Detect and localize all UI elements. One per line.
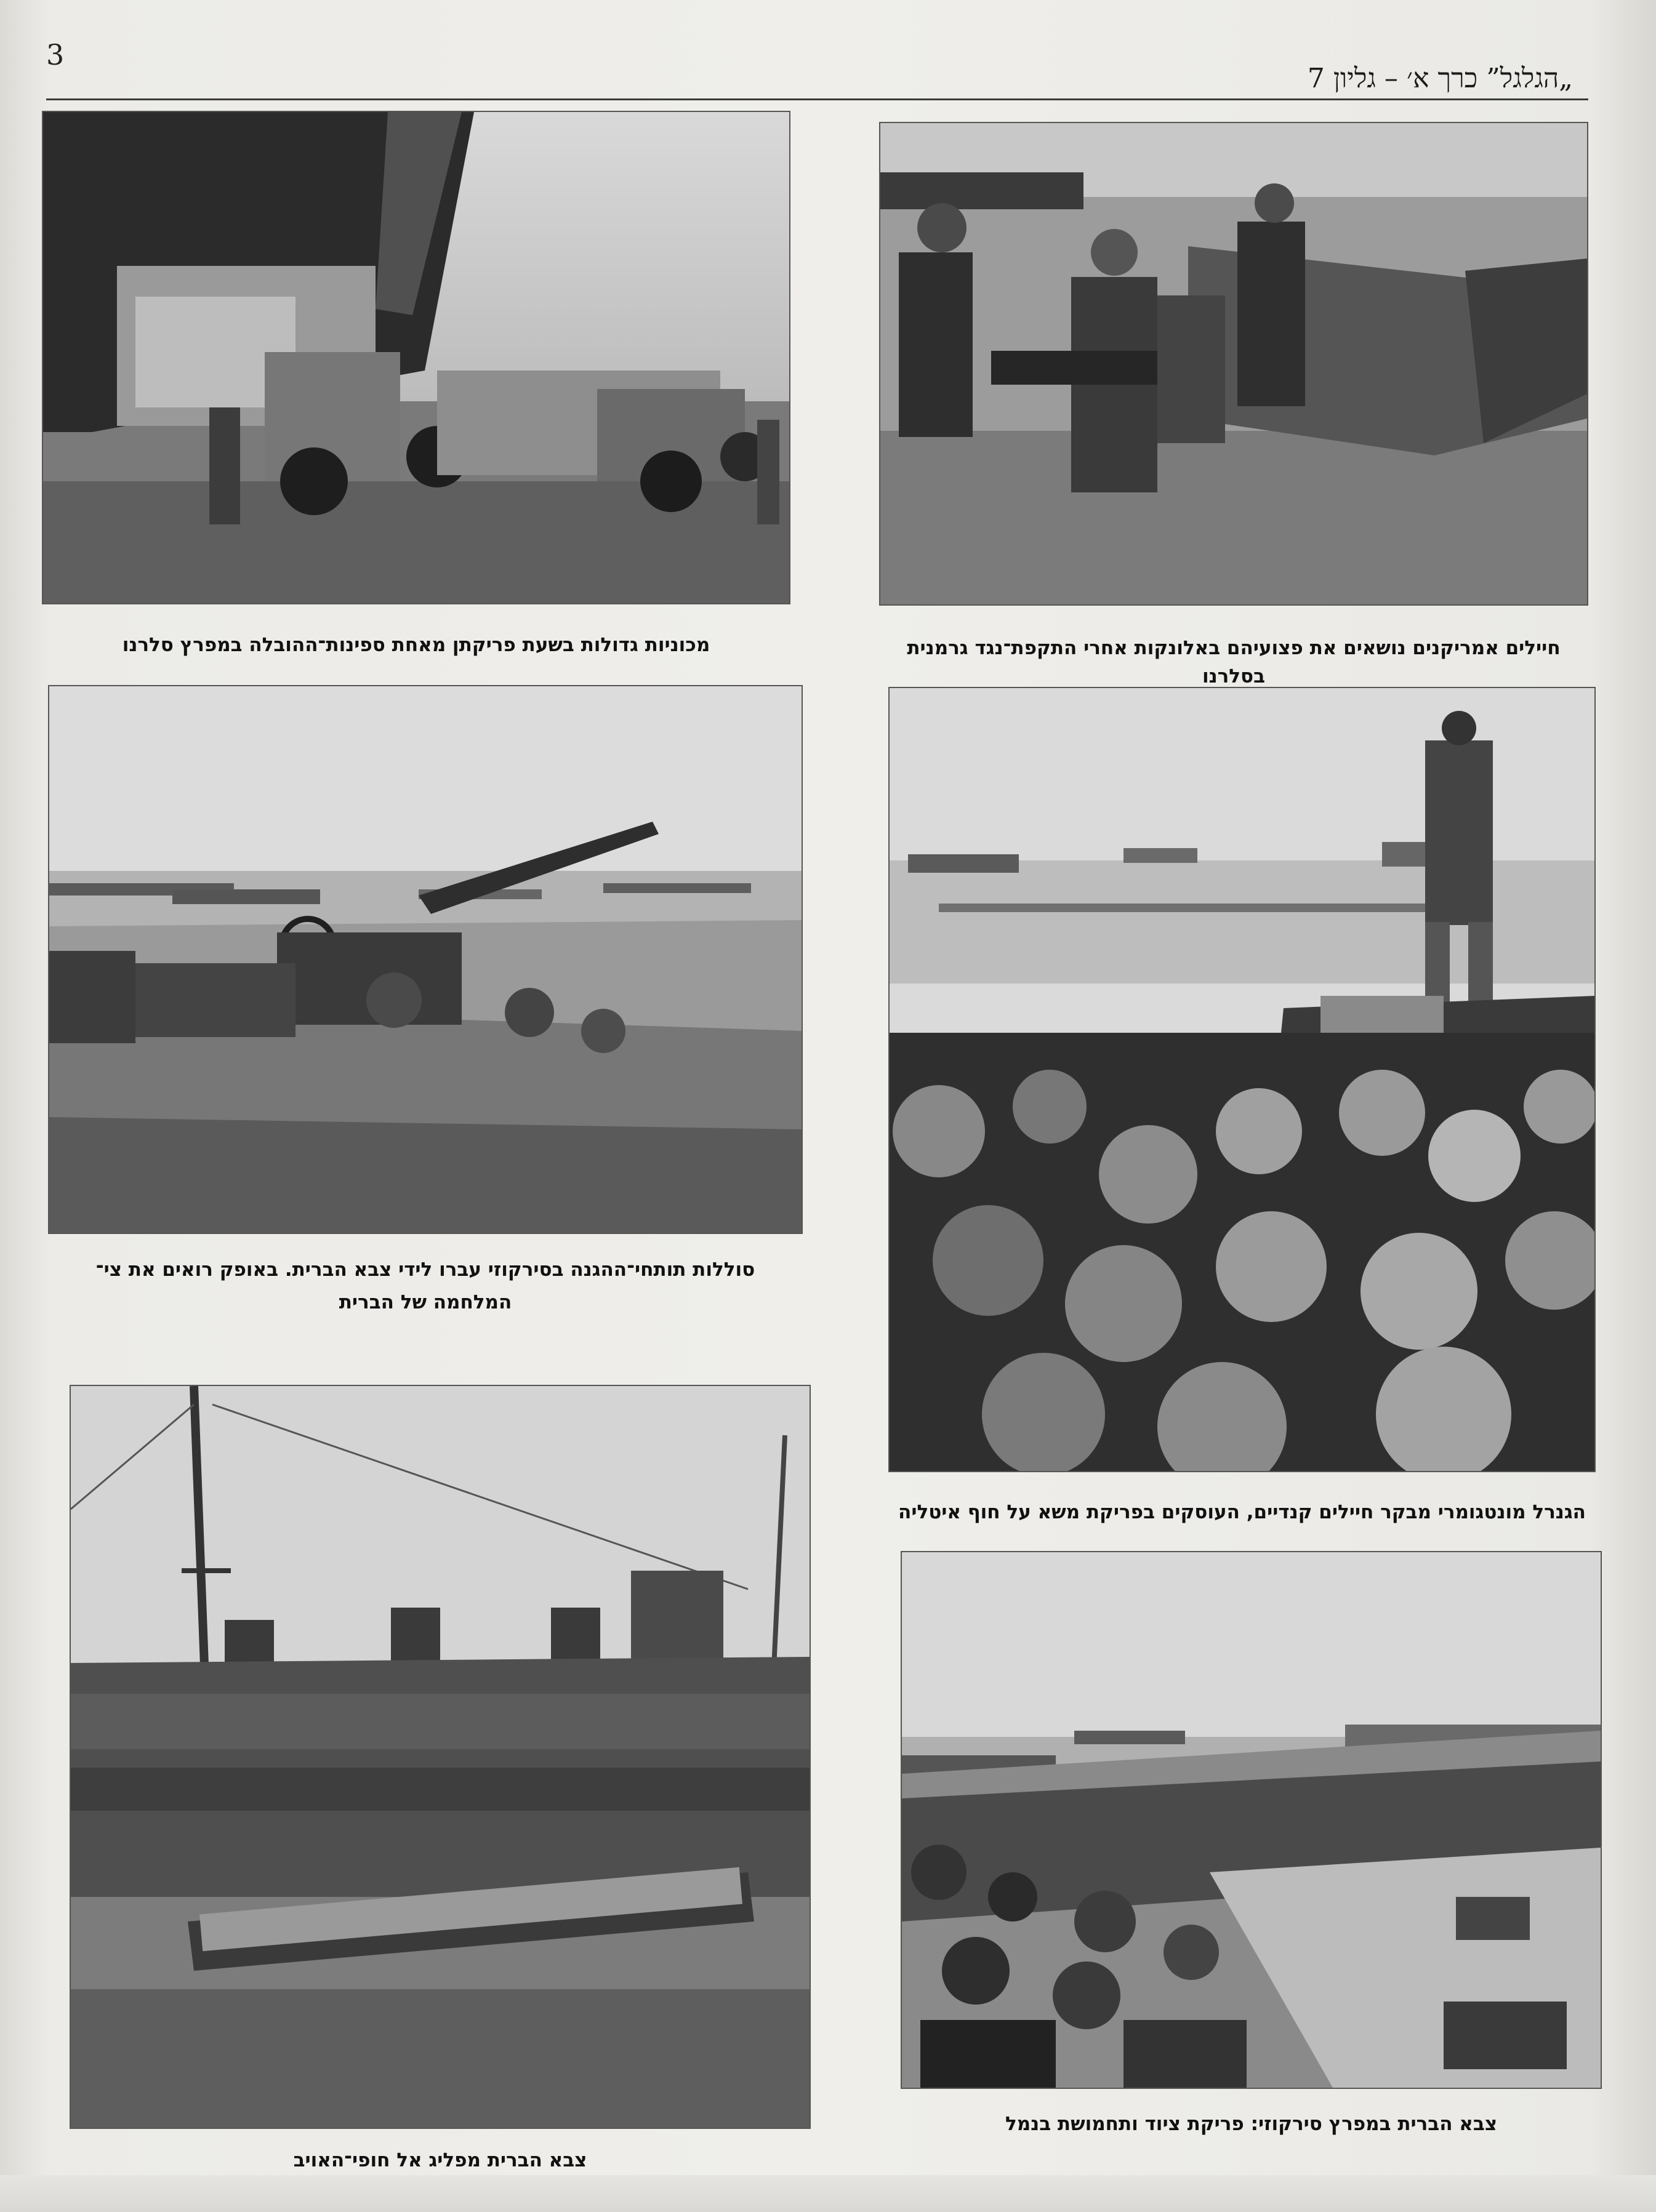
caption-trucks: מכוניות גדולות בשעת פריקתן מאחת ספינות־ההובלה במפרץ סלרנו: [122, 634, 710, 656]
photo-beach: [902, 1552, 1601, 2088]
trucks-landing-ship-photo: [43, 112, 789, 603]
caption-stretchers: חיילים אמריקנים נושאים את פצועיהם באלונקות אחרי התקפת־נגד גרמנית בסלרנו: [907, 637, 1561, 687]
caption-gun-line1: סוללות תותחי־ההגנה בסירקוזי עברו לידי צבא הברית. באופק רואים את צי־: [95, 1259, 755, 1281]
general-addressing-troops-photo: [890, 688, 1594, 1471]
photo-gun: [49, 686, 802, 1233]
soldiers-stretchers-photo: [880, 123, 1587, 604]
caption-gun-line2: המלחמה של הברית: [339, 1291, 512, 1313]
caption-ship: צבא הברית מפליג אל חופי־האויב: [293, 2149, 587, 2171]
photo-trucks: [43, 112, 789, 603]
beach-supplies-photo: [902, 1552, 1601, 2088]
running-title: „הגלגל” כרך א׳ – גליון 7: [1307, 63, 1573, 94]
photo-ship: [71, 1386, 810, 2128]
troopship-photo: [71, 1386, 810, 2128]
header-rule: [46, 98, 1588, 100]
photo-montgomery: [890, 688, 1594, 1471]
anti-aircraft-gun-photo: [49, 686, 802, 1233]
page-bottom-edge: [0, 2175, 1656, 2212]
caption-montgomery: הגנרל מונטגומרי מבקר חיילים קנדיים, העוסקים בפריקת משא על חוף איטליה: [898, 1501, 1586, 1523]
page-number: 3: [46, 38, 65, 71]
caption-beach: צבא הברית במפרץ סירקוזי: פריקת ציוד ותחמושת בנמל: [1005, 2113, 1497, 2135]
photo-stretchers: [880, 123, 1587, 604]
